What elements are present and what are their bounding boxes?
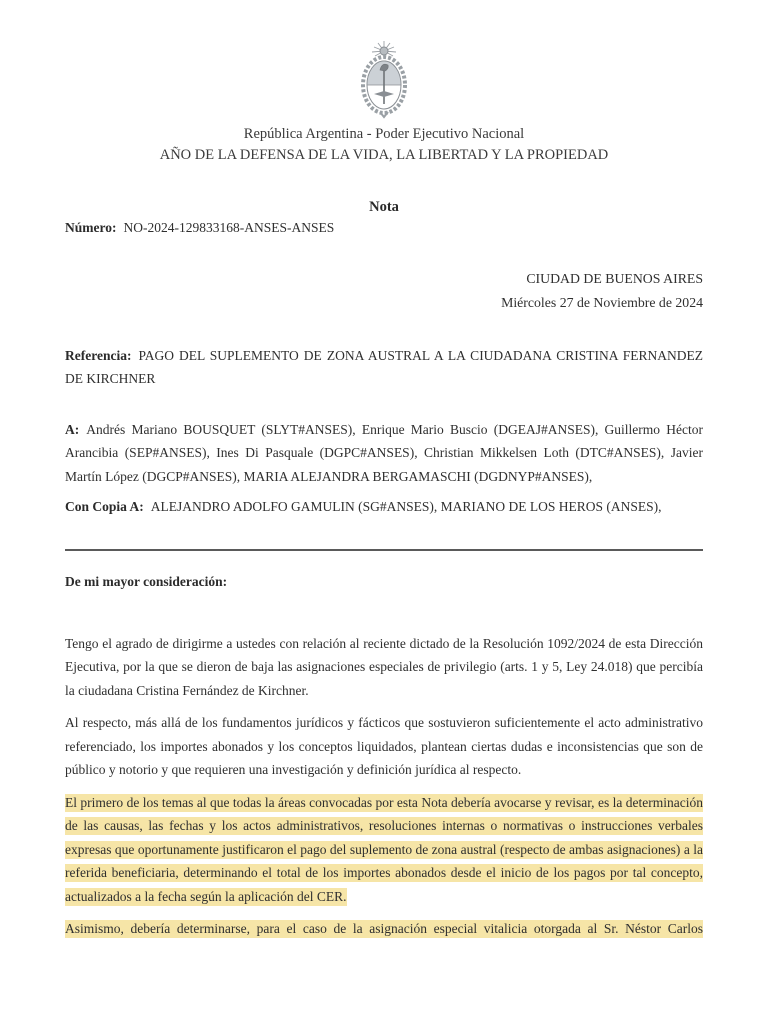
city-line: CIUDAD DE BUENOS AIRES	[526, 270, 703, 286]
separator-rule	[65, 549, 703, 551]
reference-label: Referencia:	[65, 347, 132, 363]
document-number-row	[65, 216, 703, 240]
highlight-mark: El primero de los temas al que todas la áreas convocadas por esta Nota debería avocarse y revisar, es la determinación de las causas, las fechas y los actos administrativos, resoluciones internas o normativas o instrucciones verbales expresas que oportunamente justificaron el pago del suplemento de zona austral (respecto de ambas asignaciones) a la referida beneficiaria, determinando el total de los importes abonados desde el inicio de los pagos por tal concepto, actualizados a la fecha según la aplicación del CER.	[65, 794, 703, 904]
recipients-to-row	[65, 418, 703, 489]
cc-text: ALEJANDRO ADOLFO GAMULIN (SG#ANSES), MARIANO DE LOS HEROS (ANSES),	[150, 499, 662, 514]
numero-label: Número:	[65, 220, 117, 235]
recipients-cc-row	[65, 495, 703, 519]
document-type-title: Nota	[369, 199, 399, 215]
header-year-motto: AÑO DE LA DEFENSA DE LA VIDA, LA LIBERTAD Y LA PROPIEDAD	[159, 147, 609, 163]
cc-label: Con Copia A:	[65, 499, 144, 514]
reference-row	[65, 344, 703, 391]
reference-text: PAGO DEL SUPLEMENTO DE ZONA AUSTRAL A LA CIUDADANA CRISTINA FERNANDEZ DE KIRCHNER	[65, 347, 703, 386]
numero-value: NO-2024-129833168-ANSES-ANSES	[123, 220, 335, 235]
date-line: Miércoles 27 de Noviembre de 2024	[501, 294, 703, 310]
header-republic-line: República Argentina - Poder Ejecutivo Nacional	[243, 126, 525, 142]
argentina-coat-of-arms-icon	[342, 40, 426, 120]
body-paragraph: Tengo el agrado de dirigirme a ustedes con relación al reciente dictado de la Resolución 1092/2024 de esta Dirección Ejecutiva, por la que se dieron de baja las asignaciones especiales de privilegio (arts. 1 y 5, Ley 24.018) que percibía la ciudadana Cristina Fernández de Kirchner.	[65, 635, 703, 698]
body-paragraph-highlighted	[65, 791, 703, 909]
to-text: Andrés Mariano BOUSQUET (SLYT#ANSES), Enrique Mario Buscio (DGEAJ#ANSES), Guillermo Héctor Arancibia (SEP#ANSES), Ines Di Pasquale (DGPC#ANSES), Christian Mikkelsen Loth (DTC#ANSES), Javier Martín López (DGCP#ANSES), MARIA ALEJANDRA BERGAMASCHI (DGDNYP#ANSES),	[65, 421, 703, 484]
body-paragraph: Al respecto, más allá de los fundamentos jurídicos y fácticos que sostuvieron suficientemente el acto administrativo referenciado, los importes abonados y los conceptos liquidados, plantean ciertas dudas e inconsistencias que son de público y notorio y que requieren una investigación y definición jurídica al respecto.	[65, 715, 703, 777]
body-paragraph-highlighted-cutoff	[65, 917, 703, 941]
highlight-mark: Asimismo, debería determinarse, para el caso de la asignación especial vitalicia otorgada al Sr. Néstor Carlos	[65, 921, 703, 936]
to-label: A:	[65, 421, 80, 437]
place-date-block	[65, 267, 703, 315]
salutation-line: De mi mayor consideración:	[65, 573, 228, 589]
